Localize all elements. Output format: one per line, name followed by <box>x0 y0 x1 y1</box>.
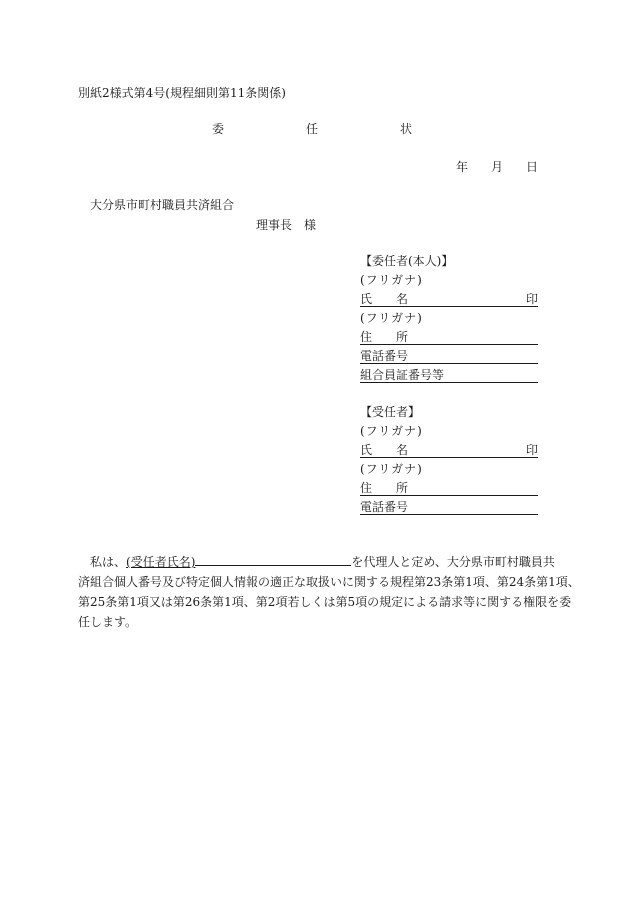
agent-address-field[interactable] <box>360 481 538 496</box>
statement-prefix: 私は、 <box>78 555 127 569</box>
principal-address-furigana-label: (フリガナ) <box>360 311 423 325</box>
agent-phone-field[interactable] <box>360 500 538 515</box>
addressee-org: 大分県市町村職員共済組合 <box>90 198 235 212</box>
statement-line-4: 任します。 <box>78 615 138 629</box>
agent-name-label: 氏 名 <box>360 443 409 457</box>
principal-furigana-label: (フリガナ) <box>360 273 423 287</box>
principal-name-label: 氏 名 <box>360 292 409 306</box>
statement-line-1 <box>78 552 558 572</box>
agent-name-field[interactable] <box>360 443 538 458</box>
document-title <box>0 122 630 138</box>
agent-phone-label: 電話番号 <box>360 500 409 514</box>
date-year: 年 <box>456 160 469 174</box>
title-char-1: 委 <box>212 122 225 136</box>
principal-seal-mark: 印 <box>525 292 538 306</box>
principal-name-field[interactable] <box>360 292 538 307</box>
principal-address-label: 住 所 <box>360 330 409 344</box>
title-char-3: 状 <box>400 122 413 136</box>
agent-furigana-label: (フリガナ) <box>360 424 423 438</box>
delegation-statement <box>78 552 580 632</box>
principal-member-number-label: 組合員証番号等 <box>360 368 445 382</box>
agent-name-placeholder[interactable]: (受任者氏名) <box>126 555 196 569</box>
principal-phone-label: 電話番号 <box>360 349 409 363</box>
title-char-2: 任 <box>306 122 319 136</box>
form-reference: 別紙2様式第4号(規程細則第11条関係) <box>78 86 286 100</box>
statement-line1-rest: を代理人と定め、大分県市町村職員共 <box>351 555 555 569</box>
statement-line-2: 済組合個人番号及び特定個人情報の適正な取扱いに関する規程第23条第1項、第24条第1項、 <box>78 575 580 589</box>
agent-heading: 【受任者】 <box>360 405 421 419</box>
principal-phone-field[interactable] <box>360 349 538 364</box>
statement-line-3: 第25条第1項又は第26条第1項、第2項若しくは第5項の規定による請求等に関する権限を委 <box>78 595 572 609</box>
agent-seal-mark: 印 <box>525 443 538 457</box>
addressee-recipient: 理事長 様 <box>256 218 317 232</box>
agent-address-label: 住 所 <box>360 481 409 495</box>
principal-heading: 【委任者(本人)】 <box>360 254 454 268</box>
date-month: 月 <box>491 160 504 174</box>
principal-member-number-field[interactable] <box>360 368 538 383</box>
agent-name-blank-line[interactable] <box>195 552 351 566</box>
date-day: 日 <box>526 160 539 174</box>
principal-address-field[interactable] <box>360 330 538 345</box>
agent-address-furigana-label: (フリガナ) <box>360 462 423 476</box>
